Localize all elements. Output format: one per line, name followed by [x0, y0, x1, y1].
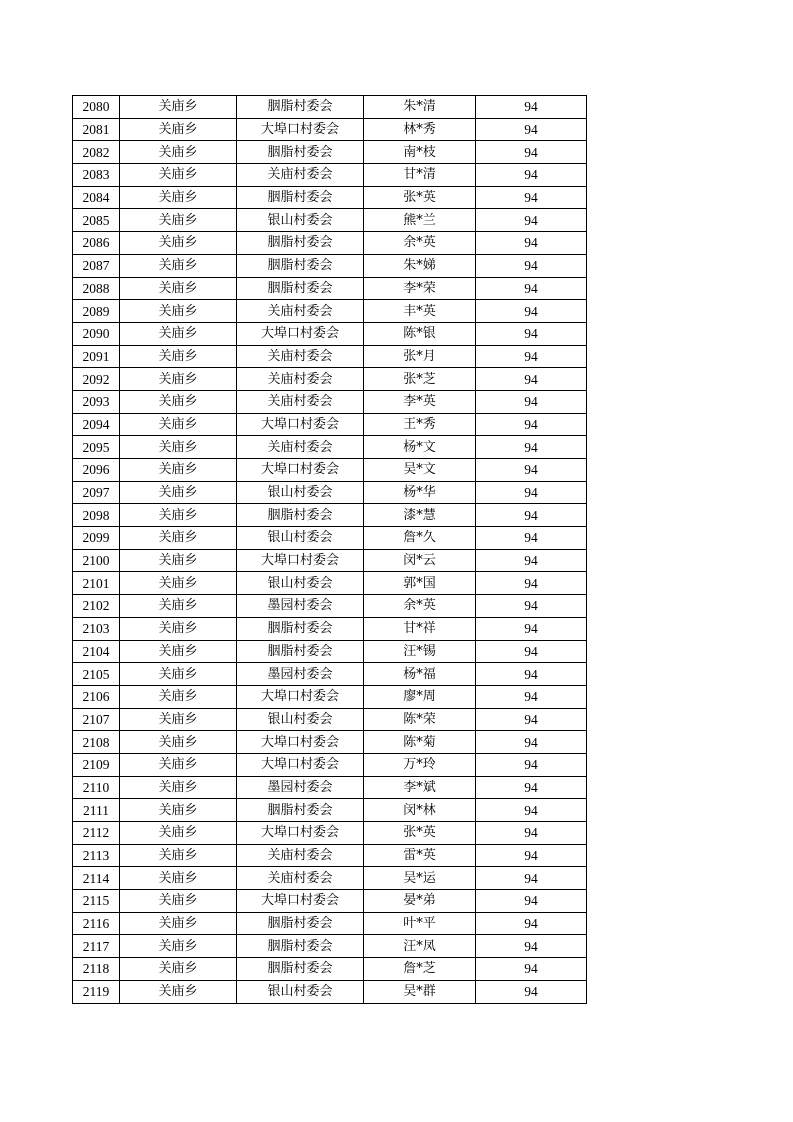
table-row: [73, 617, 587, 640]
score-cell: 94: [476, 527, 587, 550]
serial-number-cell: 2105: [73, 663, 120, 686]
table-row: [73, 209, 587, 232]
township-cell: 关庙乡: [120, 890, 237, 913]
name-cell: 陈*银: [364, 322, 476, 345]
name-cell: 朱*娣: [364, 254, 476, 277]
township-cell: 关庙乡: [120, 254, 237, 277]
serial-number-cell: 2114: [73, 867, 120, 890]
village-committee-cell: 银山村委会: [237, 980, 364, 1003]
score-cell: 94: [476, 958, 587, 981]
township-cell: 关庙乡: [120, 731, 237, 754]
serial-number-cell: 2085: [73, 209, 120, 232]
township-cell: 关庙乡: [120, 527, 237, 550]
serial-number-cell: 2100: [73, 549, 120, 572]
table-row: [73, 527, 587, 550]
serial-number-cell: 2117: [73, 935, 120, 958]
village-committee-cell: 大埠口村委会: [237, 549, 364, 572]
village-committee-cell: 胭脂村委会: [237, 640, 364, 663]
serial-number-cell: 2088: [73, 277, 120, 300]
serial-number-cell: 2113: [73, 844, 120, 867]
village-committee-cell: 墨园村委会: [237, 595, 364, 618]
village-committee-cell: 银山村委会: [237, 708, 364, 731]
serial-number-cell: 2093: [73, 390, 120, 413]
serial-number-cell: 2097: [73, 481, 120, 504]
village-committee-cell: 墨园村委会: [237, 663, 364, 686]
table-row: [73, 436, 587, 459]
score-cell: 94: [476, 822, 587, 845]
name-cell: 陈*菊: [364, 731, 476, 754]
township-cell: 关庙乡: [120, 481, 237, 504]
table-row: [73, 912, 587, 935]
data-table-container: [72, 95, 587, 1004]
score-cell: 94: [476, 368, 587, 391]
village-committee-cell: 胭脂村委会: [237, 254, 364, 277]
village-committee-cell: 关庙村委会: [237, 867, 364, 890]
name-cell: 汪*锡: [364, 640, 476, 663]
score-cell: 94: [476, 799, 587, 822]
township-cell: 关庙乡: [120, 413, 237, 436]
name-cell: 林*秀: [364, 118, 476, 141]
score-cell: 94: [476, 685, 587, 708]
township-cell: 关庙乡: [120, 640, 237, 663]
serial-number-cell: 2109: [73, 753, 120, 776]
name-cell: 万*玲: [364, 753, 476, 776]
township-cell: 关庙乡: [120, 844, 237, 867]
township-cell: 关庙乡: [120, 958, 237, 981]
township-cell: 关庙乡: [120, 980, 237, 1003]
serial-number-cell: 2098: [73, 504, 120, 527]
name-cell: 甘*清: [364, 164, 476, 187]
township-cell: 关庙乡: [120, 96, 237, 119]
score-cell: 94: [476, 640, 587, 663]
table-row: [73, 799, 587, 822]
name-cell: 李*英: [364, 390, 476, 413]
township-cell: 关庙乡: [120, 504, 237, 527]
village-committee-cell: 关庙村委会: [237, 844, 364, 867]
table-row: [73, 776, 587, 799]
table-row: [73, 890, 587, 913]
score-cell: 94: [476, 345, 587, 368]
table-row: [73, 708, 587, 731]
serial-number-cell: 2091: [73, 345, 120, 368]
table-row: [73, 481, 587, 504]
village-committee-cell: 大埠口村委会: [237, 459, 364, 482]
table-row: [73, 980, 587, 1003]
village-committee-cell: 关庙村委会: [237, 390, 364, 413]
name-cell: 李*斌: [364, 776, 476, 799]
serial-number-cell: 2087: [73, 254, 120, 277]
name-cell: 张*芝: [364, 368, 476, 391]
score-cell: 94: [476, 980, 587, 1003]
table-row: [73, 572, 587, 595]
village-committee-cell: 大埠口村委会: [237, 822, 364, 845]
score-cell: 94: [476, 776, 587, 799]
village-committee-cell: 大埠口村委会: [237, 731, 364, 754]
village-committee-cell: 胭脂村委会: [237, 912, 364, 935]
table-row: [73, 549, 587, 572]
table-row: [73, 753, 587, 776]
score-cell: 94: [476, 572, 587, 595]
table-row: [73, 368, 587, 391]
township-cell: 关庙乡: [120, 277, 237, 300]
name-cell: 陈*荣: [364, 708, 476, 731]
score-cell: 94: [476, 753, 587, 776]
township-cell: 关庙乡: [120, 595, 237, 618]
serial-number-cell: 2116: [73, 912, 120, 935]
village-committee-cell: 胭脂村委会: [237, 617, 364, 640]
name-cell: 杨*文: [364, 436, 476, 459]
serial-number-cell: 2103: [73, 617, 120, 640]
serial-number-cell: 2082: [73, 141, 120, 164]
score-cell: 94: [476, 436, 587, 459]
name-cell: 张*月: [364, 345, 476, 368]
score-cell: 94: [476, 481, 587, 504]
serial-number-cell: 2092: [73, 368, 120, 391]
score-cell: 94: [476, 663, 587, 686]
township-cell: 关庙乡: [120, 912, 237, 935]
name-cell: 廖*周: [364, 685, 476, 708]
township-cell: 关庙乡: [120, 776, 237, 799]
table-row: [73, 345, 587, 368]
serial-number-cell: 2119: [73, 980, 120, 1003]
serial-number-cell: 2083: [73, 164, 120, 187]
township-cell: 关庙乡: [120, 186, 237, 209]
table-row: [73, 390, 587, 413]
name-cell: 詹*芝: [364, 958, 476, 981]
serial-number-cell: 2110: [73, 776, 120, 799]
village-committee-cell: 大埠口村委会: [237, 413, 364, 436]
township-cell: 关庙乡: [120, 685, 237, 708]
score-cell: 94: [476, 731, 587, 754]
score-cell: 94: [476, 617, 587, 640]
name-cell: 南*枝: [364, 141, 476, 164]
village-committee-cell: 银山村委会: [237, 481, 364, 504]
village-committee-cell: 银山村委会: [237, 572, 364, 595]
village-committee-cell: 关庙村委会: [237, 164, 364, 187]
score-cell: 94: [476, 549, 587, 572]
table-row: [73, 254, 587, 277]
serial-number-cell: 2090: [73, 322, 120, 345]
serial-number-cell: 2118: [73, 958, 120, 981]
village-committee-cell: 大埠口村委会: [237, 322, 364, 345]
township-cell: 关庙乡: [120, 300, 237, 323]
score-cell: 94: [476, 844, 587, 867]
table-row: [73, 277, 587, 300]
township-cell: 关庙乡: [120, 572, 237, 595]
name-cell: 吴*运: [364, 867, 476, 890]
name-cell: 闵*云: [364, 549, 476, 572]
village-committee-cell: 胭脂村委会: [237, 186, 364, 209]
township-cell: 关庙乡: [120, 322, 237, 345]
township-cell: 关庙乡: [120, 935, 237, 958]
village-committee-cell: 胭脂村委会: [237, 799, 364, 822]
table-row: [73, 685, 587, 708]
score-cell: 94: [476, 141, 587, 164]
table-row: [73, 504, 587, 527]
table-row: [73, 595, 587, 618]
serial-number-cell: 2080: [73, 96, 120, 119]
table-row: [73, 822, 587, 845]
village-committee-cell: 胭脂村委会: [237, 277, 364, 300]
table-row: [73, 164, 587, 187]
serial-number-cell: 2096: [73, 459, 120, 482]
score-cell: 94: [476, 186, 587, 209]
score-cell: 94: [476, 890, 587, 913]
score-cell: 94: [476, 459, 587, 482]
name-cell: 李*荣: [364, 277, 476, 300]
village-committee-cell: 胭脂村委会: [237, 232, 364, 255]
township-cell: 关庙乡: [120, 867, 237, 890]
serial-number-cell: 2089: [73, 300, 120, 323]
name-cell: 郭*国: [364, 572, 476, 595]
name-cell: 晏*弟: [364, 890, 476, 913]
serial-number-cell: 2107: [73, 708, 120, 731]
table-body: [73, 96, 587, 1004]
township-cell: 关庙乡: [120, 708, 237, 731]
serial-number-cell: 2112: [73, 822, 120, 845]
table-row: [73, 958, 587, 981]
name-cell: 朱*清: [364, 96, 476, 119]
score-cell: 94: [476, 708, 587, 731]
township-cell: 关庙乡: [120, 663, 237, 686]
data-table: [72, 95, 587, 1004]
village-committee-cell: 胭脂村委会: [237, 96, 364, 119]
township-cell: 关庙乡: [120, 118, 237, 141]
table-row: [73, 459, 587, 482]
score-cell: 94: [476, 164, 587, 187]
table-row: [73, 844, 587, 867]
score-cell: 94: [476, 595, 587, 618]
name-cell: 张*英: [364, 186, 476, 209]
township-cell: 关庙乡: [120, 753, 237, 776]
name-cell: 杨*华: [364, 481, 476, 504]
village-committee-cell: 关庙村委会: [237, 436, 364, 459]
township-cell: 关庙乡: [120, 345, 237, 368]
name-cell: 张*英: [364, 822, 476, 845]
score-cell: 94: [476, 232, 587, 255]
village-committee-cell: 胭脂村委会: [237, 504, 364, 527]
name-cell: 吴*文: [364, 459, 476, 482]
name-cell: 詹*久: [364, 527, 476, 550]
score-cell: 94: [476, 912, 587, 935]
township-cell: 关庙乡: [120, 390, 237, 413]
township-cell: 关庙乡: [120, 232, 237, 255]
village-committee-cell: 墨园村委会: [237, 776, 364, 799]
table-row: [73, 935, 587, 958]
village-committee-cell: 大埠口村委会: [237, 118, 364, 141]
village-committee-cell: 胭脂村委会: [237, 958, 364, 981]
township-cell: 关庙乡: [120, 141, 237, 164]
score-cell: 94: [476, 300, 587, 323]
name-cell: 闵*林: [364, 799, 476, 822]
village-committee-cell: 胭脂村委会: [237, 935, 364, 958]
name-cell: 余*英: [364, 232, 476, 255]
village-committee-cell: 银山村委会: [237, 527, 364, 550]
village-committee-cell: 关庙村委会: [237, 368, 364, 391]
serial-number-cell: 2084: [73, 186, 120, 209]
name-cell: 丰*英: [364, 300, 476, 323]
township-cell: 关庙乡: [120, 164, 237, 187]
serial-number-cell: 2111: [73, 799, 120, 822]
name-cell: 吴*群: [364, 980, 476, 1003]
township-cell: 关庙乡: [120, 209, 237, 232]
name-cell: 叶*平: [364, 912, 476, 935]
township-cell: 关庙乡: [120, 436, 237, 459]
name-cell: 汪*凤: [364, 935, 476, 958]
table-row: [73, 731, 587, 754]
serial-number-cell: 2081: [73, 118, 120, 141]
name-cell: 杨*福: [364, 663, 476, 686]
serial-number-cell: 2108: [73, 731, 120, 754]
serial-number-cell: 2115: [73, 890, 120, 913]
village-committee-cell: 大埠口村委会: [237, 753, 364, 776]
serial-number-cell: 2101: [73, 572, 120, 595]
table-row: [73, 141, 587, 164]
score-cell: 94: [476, 209, 587, 232]
score-cell: 94: [476, 322, 587, 345]
village-committee-cell: 关庙村委会: [237, 300, 364, 323]
serial-number-cell: 2095: [73, 436, 120, 459]
serial-number-cell: 2094: [73, 413, 120, 436]
name-cell: 甘*祥: [364, 617, 476, 640]
serial-number-cell: 2106: [73, 685, 120, 708]
township-cell: 关庙乡: [120, 822, 237, 845]
score-cell: 94: [476, 254, 587, 277]
table-row: [73, 640, 587, 663]
village-committee-cell: 大埠口村委会: [237, 890, 364, 913]
score-cell: 94: [476, 867, 587, 890]
score-cell: 94: [476, 390, 587, 413]
township-cell: 关庙乡: [120, 617, 237, 640]
name-cell: 王*秀: [364, 413, 476, 436]
village-committee-cell: 大埠口村委会: [237, 685, 364, 708]
table-row: [73, 663, 587, 686]
score-cell: 94: [476, 504, 587, 527]
score-cell: 94: [476, 935, 587, 958]
village-committee-cell: 银山村委会: [237, 209, 364, 232]
serial-number-cell: 2102: [73, 595, 120, 618]
village-committee-cell: 胭脂村委会: [237, 141, 364, 164]
serial-number-cell: 2099: [73, 527, 120, 550]
table-row: [73, 867, 587, 890]
table-row: [73, 118, 587, 141]
table-row: [73, 232, 587, 255]
name-cell: 漆*慧: [364, 504, 476, 527]
table-row: [73, 300, 587, 323]
township-cell: 关庙乡: [120, 799, 237, 822]
village-committee-cell: 关庙村委会: [237, 345, 364, 368]
township-cell: 关庙乡: [120, 459, 237, 482]
table-row: [73, 413, 587, 436]
township-cell: 关庙乡: [120, 549, 237, 572]
name-cell: 熊*兰: [364, 209, 476, 232]
serial-number-cell: 2104: [73, 640, 120, 663]
township-cell: 关庙乡: [120, 368, 237, 391]
name-cell: 雷*英: [364, 844, 476, 867]
score-cell: 94: [476, 277, 587, 300]
score-cell: 94: [476, 96, 587, 119]
name-cell: 余*英: [364, 595, 476, 618]
table-row: [73, 186, 587, 209]
serial-number-cell: 2086: [73, 232, 120, 255]
table-row: [73, 96, 587, 119]
table-row: [73, 322, 587, 345]
score-cell: 94: [476, 118, 587, 141]
score-cell: 94: [476, 413, 587, 436]
